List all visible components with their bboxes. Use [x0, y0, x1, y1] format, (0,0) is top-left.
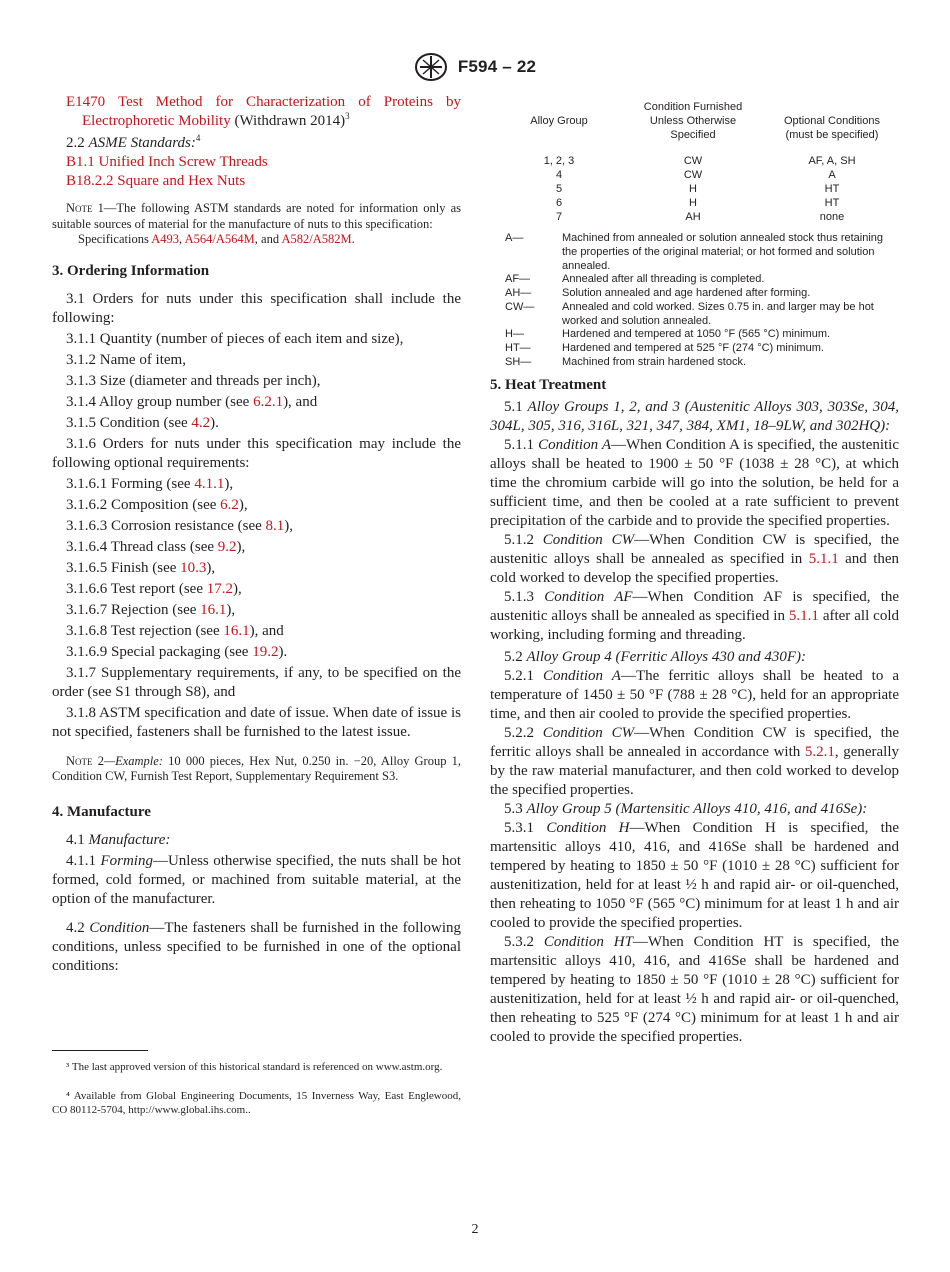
reference-b18-2-2	[52, 172, 461, 191]
para-5-2-2-text-end: , generally by the raw material manufacturer, and then cold worked to develop the specified properties.	[490, 744, 900, 798]
page-number: 2	[471, 1222, 479, 1237]
para-3-1-4-text: 3.1.4 Alloy group number (see	[66, 393, 250, 410]
link-ref[interactable]: 16.1	[223, 622, 250, 639]
para-4-2-title: Condition	[89, 919, 150, 936]
list-item: 3.1.6.4 Thread class (see 9.2),	[66, 538, 246, 555]
legend-key: H—	[505, 328, 524, 340]
para-4-1-1	[52, 852, 461, 909]
para-4-1-1-text: —Unless otherwise specified, the nuts shall be hot formed, cold formed, or machined from suitable material, at the option of the manufacturer.	[52, 852, 461, 907]
table-row	[505, 196, 895, 210]
para-5-1-1	[490, 436, 899, 531]
para-4-1-title: Manufacture:	[88, 831, 171, 848]
link-ref[interactable]: 19.2	[252, 643, 279, 660]
cell-group: 4	[555, 169, 563, 181]
cell-condition: H	[689, 183, 697, 195]
list-item: 3.1.6.5 Finish (see 10.3),	[66, 559, 216, 576]
para-3-1-7: 3.1.7 Supplementary requirements, if any, to be specified on the order (see S1 through S8), and	[52, 664, 461, 700]
cell-group: 5	[555, 183, 563, 195]
cell-optional: AF, A, SH	[808, 155, 856, 167]
legend-value: Machined from annealed or solution annealed stock thus retaining the properties of the original material; or hot formed and solution annealed.	[562, 232, 884, 272]
astm-logo-icon	[414, 52, 448, 82]
list-item: 3.1.6.7 Rejection (see 16.1),	[66, 601, 236, 618]
link-5-2-1[interactable]: 5.2.1	[804, 744, 835, 760]
legend-value: Hardened and tempered at 1050 °F (565 °C) minimum.	[562, 328, 831, 340]
cell-condition: AH	[685, 211, 701, 223]
para-4-1	[52, 831, 461, 850]
footnote-ref-3[interactable]: 3	[345, 111, 350, 121]
footnote-ref-4[interactable]: 4	[195, 133, 201, 143]
note-1-text: —The following ASTM standards are noted for information only as suitable sources of material for the manufacture of nuts to this specification:	[52, 201, 461, 231]
link-a582[interactable]: A582/A582M	[281, 232, 352, 246]
cell-group: 7	[555, 211, 563, 223]
para-5-2-title: Alloy Group 4 (Ferritic Alloys 430 and 430F):	[526, 649, 807, 665]
para-5-1-3-text: —When Condition AF is specified, the austenitic alloys shall be annealed as specified in	[490, 589, 900, 624]
link-6-2-1[interactable]: 6.2.1	[253, 393, 284, 410]
table-header-optional: Optional Conditions (must be specified)	[783, 115, 880, 141]
note-2-example: —Example:	[103, 753, 163, 768]
cell-optional: A	[828, 169, 836, 181]
legend-item	[505, 300, 895, 328]
legend-value: Solution annealed and age hardened after forming.	[562, 287, 811, 299]
table-row	[505, 168, 895, 182]
page-header	[0, 52, 950, 82]
para-4-1-1-title: Forming	[100, 852, 153, 869]
legend-item	[505, 231, 895, 273]
table-header-alloy-group: Alloy Group	[530, 115, 588, 127]
para-5-3-1-text: —When Condition H is specified, the martensitic alloys 410, 416, and 416Se shall be hardened and tempered by heating to 1850 ± 50 °F (1010 ± 28 °C) sufficient for austenitization, held for at least ½ h and rapid air- or oil-quenched, then reheating to 1050 °F (565 °C) minimum for at least 1 h and air cooled to provide the specified properties.	[490, 820, 899, 931]
cell-optional: none	[819, 211, 845, 223]
link-ref[interactable]: 17.2	[206, 580, 233, 597]
left-column	[52, 93, 461, 976]
para-5-2-2-text: —When Condition CW is specified, the ferritic alloys shall be annealed in accordance with	[490, 725, 900, 760]
legend-key: HT—	[505, 342, 531, 354]
note-2	[52, 754, 461, 785]
para-4-2-number: 4.2	[66, 919, 85, 936]
para-5-3-2-text: —When Condition HT is specified, the martensitic alloys 410, 416, and 416Se shall be hardened and tempered by heating to 1850 ± 50 °F (1010 ± 28 °C) sufficient for austenitization, held for at least ½ h and rapid air- or oil-quenched, then reheating to 525 °F (274 °C) minimum for at least 1 h and air cooled to provide the specified properties.	[490, 934, 899, 1045]
list-item: 3.1.6.8 Test rejection (see 16.1), and	[66, 622, 284, 639]
reference-b1-1	[52, 153, 461, 172]
link-ref[interactable]: 8.1	[265, 517, 285, 534]
note-2-label: Note 2	[66, 753, 104, 768]
note-1-specs: Specifications A493, A564/A564M, and A582/A582M.	[78, 232, 355, 246]
para-5-1-2-number: 5.1.2	[504, 532, 534, 548]
note-1	[52, 201, 461, 232]
note-1-specs-label: Specifications	[78, 232, 149, 246]
para-4-2	[52, 919, 461, 976]
para-5-3-1	[490, 819, 899, 933]
para-5-1-3-text-end: after all cold working, including forming and threading.	[490, 608, 899, 643]
link-ref[interactable]: 10.3	[180, 559, 207, 576]
legend-key: AH—	[505, 287, 532, 299]
link-b1-1[interactable]: B1.1	[66, 154, 95, 170]
para-3-1-2: 3.1.2 Name of item,	[66, 351, 186, 368]
cell-group: 6	[555, 197, 563, 209]
legend-value: Machined from strain hardened stock.	[562, 356, 747, 368]
section-5-heading: 5. Heat Treatment	[490, 377, 607, 393]
cell-condition: CW	[683, 169, 703, 181]
para-5-2-1-text: —The ferritic alloys shall be heated to a temperature of 1450 ± 50 °F (788 ± 28 °C), held for an appropriate time, and then air cooled to provide the specified properties.	[490, 668, 899, 722]
para-5-2-2	[490, 724, 899, 800]
link-b18-2-2-title[interactable]: Square and Hex Nuts	[117, 173, 246, 189]
table-row	[505, 210, 895, 224]
cell-group: 1, 2, 3	[543, 155, 575, 167]
para-5-1-3-title: Condition AF	[544, 589, 633, 605]
para-3-1-5-text: 3.1.5 Condition (see	[66, 414, 188, 431]
para-5-1-2	[490, 531, 899, 588]
cell-optional: HT	[824, 183, 840, 195]
para-5-1-1-number: 5.1.1	[504, 437, 534, 453]
legend-item	[505, 272, 895, 286]
e1470-status: (Withdrawn 2014)	[234, 113, 346, 129]
para-5-3-1-number: 5.3.1	[504, 820, 534, 836]
para-5-1-3	[490, 588, 899, 645]
list-item: 3.1.6.1 Forming (see 4.1.1),	[66, 475, 234, 492]
footnote-4: ⁴ Available from Global Engineering Documents, 15 Inverness Way, East Englewood, CO 80112-5704, http://www.global.ihs.com..	[52, 1090, 461, 1116]
section-2-2-number: 2.2	[66, 135, 85, 151]
para-5-3-2	[490, 933, 899, 1047]
legend-value: Annealed and cold worked. Sizes 0.75 in. and larger may be hot worked and solution annealed.	[562, 301, 874, 327]
para-5-3-2-number: 5.3.2	[504, 934, 534, 950]
table-row	[505, 182, 895, 196]
legend-value: Hardened and tempered at 525 °F (274 °C) minimum.	[562, 342, 824, 354]
link-5-1-1[interactable]: 5.1.1	[788, 608, 819, 624]
para-4-2-text: —The fasteners shall be furnished in the following conditions, unless specified to be furnished in one of the optional conditions:	[52, 919, 462, 974]
para-3-1-3: 3.1.3 Size (diameter and threads per inch),	[66, 372, 321, 389]
cell-optional: HT	[824, 197, 840, 209]
para-3-1-1: 3.1.1 Quantity (number of pieces of each item and size),	[66, 330, 404, 347]
optional-requirements-list	[52, 475, 461, 662]
para-5-1-number: 5.1	[504, 399, 523, 415]
cell-condition: CW	[683, 155, 703, 167]
para-5-2-1-title: Condition A	[543, 668, 621, 684]
table-header-condition: Condition Furnished Unless Otherwise Specified	[643, 101, 743, 141]
link-ref[interactable]: 6.2	[220, 496, 239, 513]
para-5-1-title: Alloy Groups 1, 2, and 3 (Austenitic Alloys 303, 303Se, 304, 304L, 305, 316, 316L, 321, 347, 384, XM1, 18–9LW, and 302HQ):	[490, 399, 900, 434]
para-5-2-2-title: Condition CW	[542, 725, 635, 741]
legend-item	[505, 327, 895, 341]
para-3-1: 3.1 Orders for nuts under this specification shall include the following:	[52, 290, 461, 326]
legend-item	[505, 341, 895, 355]
para-5-3-title: Alloy Group 5 (Martensitic Alloys 410, 416, and 416Se):	[526, 801, 868, 817]
link-b18-2-2[interactable]: B18.2.2	[66, 173, 114, 189]
para-4-1-number: 4.1	[66, 831, 85, 848]
link-ref[interactable]: 9.2	[217, 538, 237, 555]
para-5-1	[490, 398, 899, 436]
para-5-2-2-number: 5.2.2	[504, 725, 534, 741]
para-5-1-2-title: Condition CW	[542, 532, 635, 548]
reference-e1470	[52, 93, 461, 131]
para-3-1-4-end: ), and	[283, 393, 318, 410]
para-5-2	[490, 648, 899, 667]
legend-item	[505, 355, 895, 369]
para-5-1-1-title: Condition A	[538, 437, 612, 453]
link-4-2[interactable]: 4.2	[191, 414, 211, 431]
para-5-1-3-number: 5.1.3	[504, 589, 534, 605]
para-5-3-number: 5.3	[504, 801, 523, 817]
para-5-1-1-text: —When Condition A is specified, the austenitic alloys shall be heated to 1900 ± 50 °F (1038 ± 28 °C), at which time the chromium carbide will go into the solution, be held for a sufficient time, and then be cooled at a rate sufficient to prevent precipitation of the carbide and to provide the specified properties.	[490, 437, 900, 529]
link-a564[interactable]: A564/A564M	[184, 232, 255, 246]
list-item: 3.1.6.6 Test report (see 17.2),	[66, 580, 242, 597]
legend-key: SH—	[505, 356, 532, 368]
section-2-2-title: ASME Standards:	[88, 135, 196, 151]
para-5-3-2-title: Condition HT	[543, 934, 633, 950]
para-3-1-4	[52, 393, 461, 412]
link-e1470-title[interactable]: Test Method for Characterization of Proteins by Electrophoretic Mobility	[82, 94, 461, 129]
list-item: 3.1.6.3 Corrosion resistance (see 8.1),	[66, 517, 294, 534]
para-5-1-2-text: —When Condition CW is specified, the austenitic alloys shall be annealed as specified in	[490, 532, 900, 567]
para-5-3	[490, 800, 899, 819]
link-ref[interactable]: 16.1	[200, 601, 227, 618]
section-3-heading: 3. Ordering Information	[52, 262, 210, 279]
para-5-3-1-title: Condition H	[546, 820, 630, 836]
note-1-label: Note 1	[66, 201, 104, 215]
list-item: 3.1.6.2 Composition (see 6.2),	[66, 496, 248, 513]
section-2-2	[52, 134, 461, 153]
right-column	[490, 376, 899, 1047]
standard-designation: F594 – 22	[457, 57, 537, 76]
para-5-2-number: 5.2	[504, 649, 523, 665]
para-3-1-6: 3.1.6 Orders for nuts under this specification may include the following optional requirements:	[52, 435, 461, 471]
para-5-1-2-text-end: and then cold worked to develop the specified properties.	[490, 551, 900, 586]
note-1-and: , and	[254, 232, 280, 246]
note-2-text: 10 000 pieces, Hex Nut, 0.250 in. −20, Alloy Group 1, Condition CW, Furnish Test Report, Supplementary Requirement S3.	[52, 753, 461, 783]
legend-item	[505, 286, 895, 300]
para-3-1-5	[52, 414, 461, 433]
link-ref[interactable]: 4.1.1	[194, 475, 225, 492]
footnote-3: ³ The last approved version of this historical standard is referenced on www.astm.org.	[66, 1061, 443, 1073]
para-4-1-1-number: 4.1.1	[66, 852, 96, 869]
legend-value: Annealed after all threading is completed.	[562, 273, 765, 285]
para-3-1-5-end: ).	[210, 414, 219, 431]
legend-key: CW—	[505, 301, 535, 313]
legend-key: A—	[505, 232, 524, 244]
para-5-2-1	[490, 667, 899, 724]
link-a493[interactable]: A493	[151, 232, 180, 246]
para-5-2-1-number: 5.2.1	[504, 668, 534, 684]
table-row	[505, 154, 895, 168]
para-3-1-8: 3.1.8 ASTM specification and date of issue. When date of issue is not specified, fasteners shall be furnished to the latest issue.	[52, 704, 461, 740]
footnote-divider	[52, 1050, 148, 1051]
legend-key: AF—	[505, 273, 531, 285]
link-e1470[interactable]: E1470	[66, 94, 106, 110]
list-item: 3.1.6.9 Special packaging (see 19.2).	[66, 643, 288, 660]
cell-condition: H	[689, 197, 697, 209]
link-5-1-1[interactable]: 5.1.1	[808, 551, 839, 567]
section-4-heading: 4. Manufacture	[52, 803, 151, 820]
link-b1-1-title[interactable]: Unified Inch Screw Threads	[98, 154, 268, 170]
